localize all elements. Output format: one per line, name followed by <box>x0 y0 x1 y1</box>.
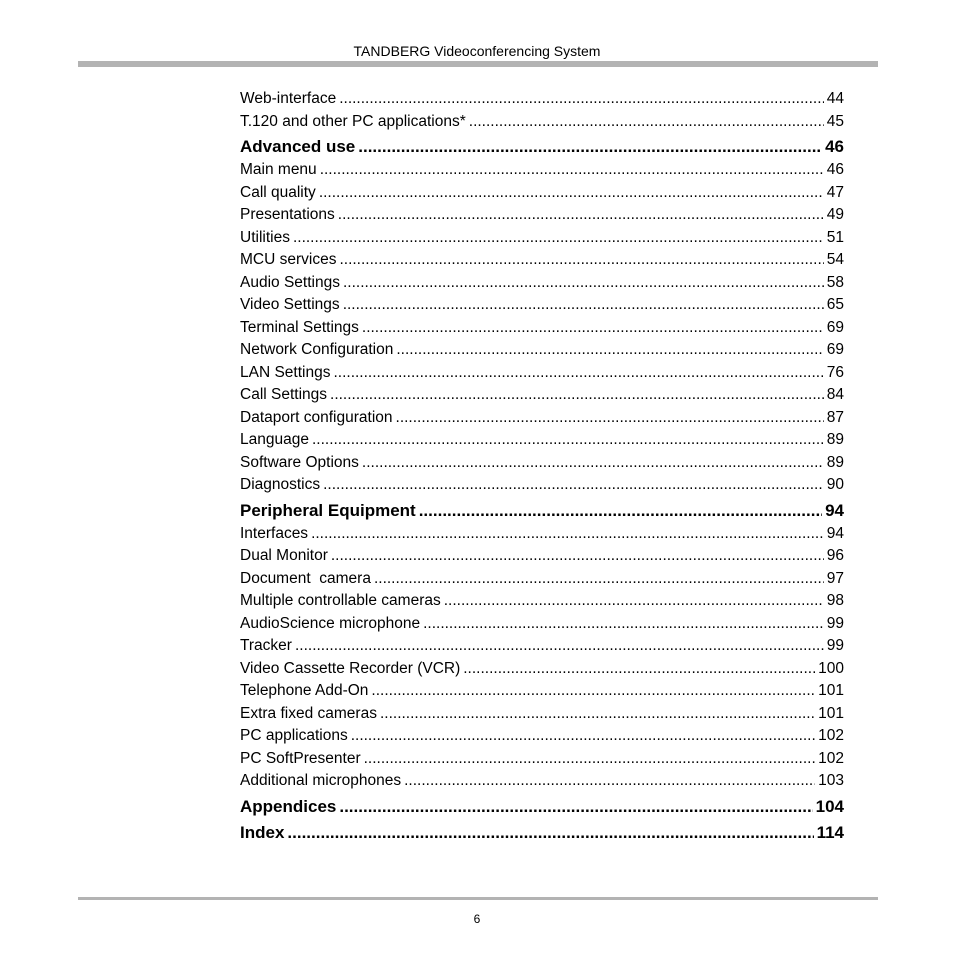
toc-entry-label: Diagnostics <box>240 476 321 493</box>
toc-entry-page: 103 <box>818 772 844 789</box>
toc-entry <box>240 748 844 771</box>
dot-leader <box>339 249 823 272</box>
dot-leader <box>293 227 824 250</box>
toc-entry-page: 89 <box>826 431 844 448</box>
toc-entry <box>240 635 844 658</box>
toc-entry-page: 99 <box>826 637 844 654</box>
toc-entry-label: T.120 and other PC applications* <box>240 112 466 130</box>
dot-leader <box>358 134 822 159</box>
toc-section-entry <box>240 794 844 819</box>
dot-leader <box>330 384 824 407</box>
footer-divider <box>78 897 878 900</box>
toc-entry <box>240 452 844 475</box>
toc-entry-label: PC SoftPresenter <box>240 749 361 767</box>
toc-entry-page: 45 <box>826 112 844 130</box>
toc-entry-page: 100 <box>818 659 844 677</box>
toc-section-entry <box>240 498 844 523</box>
toc-entry-page: 87 <box>826 408 844 426</box>
toc-entry-label: Network Configuration <box>240 341 394 358</box>
toc-entry-page: 69 <box>826 318 844 336</box>
dot-leader <box>320 159 824 182</box>
toc-entry <box>240 294 844 317</box>
toc-entry <box>240 227 844 250</box>
toc-entry <box>240 249 844 272</box>
toc-entry-label: Appendices <box>240 796 337 816</box>
toc-entry-label: Multiple controllable cameras <box>240 592 441 609</box>
toc-entry-label: Advanced use <box>240 137 356 156</box>
running-header: TANDBERG Videoconferencing System <box>353 43 601 59</box>
toc-entry-page: 90 <box>826 476 844 493</box>
toc-entry-label: PC applications <box>240 727 348 744</box>
toc-entry-page: 99 <box>826 614 844 632</box>
dot-leader <box>343 294 824 317</box>
table-of-contents <box>240 88 844 845</box>
toc-entry-label: Web-interface <box>240 90 337 107</box>
toc-entry-page: 101 <box>818 704 844 722</box>
toc-entry-page: 98 <box>826 592 844 609</box>
dot-leader <box>362 317 824 340</box>
dot-leader <box>339 794 812 819</box>
toc-entry-label: Tracker <box>240 637 292 654</box>
dot-leader <box>319 182 824 205</box>
toc-entry-page: 84 <box>826 386 844 403</box>
toc-entry <box>240 770 844 793</box>
toc-entry <box>240 384 844 407</box>
toc-entry-page: 94 <box>825 500 844 520</box>
toc-entry-page: 58 <box>826 273 844 291</box>
dot-leader <box>311 523 824 546</box>
toc-entry-label: Peripheral Equipment <box>240 500 416 520</box>
toc-entry <box>240 725 844 748</box>
toc-entry-page: 104 <box>815 796 844 816</box>
toc-entry-label: Audio Settings <box>240 273 340 291</box>
dot-leader <box>364 748 816 771</box>
toc-entry-page: 46 <box>826 161 844 178</box>
toc-entry-label: Utilities <box>240 228 290 246</box>
toc-entry-page: 102 <box>818 749 844 767</box>
toc-entry-label: Dual Monitor <box>240 547 328 564</box>
toc-entry-label: AudioScience microphone <box>240 614 421 632</box>
toc-entry-label: LAN Settings <box>240 363 331 381</box>
dot-leader <box>396 339 823 362</box>
dot-leader <box>362 452 824 475</box>
toc-entry <box>240 568 844 591</box>
toc-entry-label: Document camera <box>240 569 371 587</box>
toc-entry <box>240 88 844 111</box>
dot-leader <box>444 590 824 613</box>
toc-entry-page: 54 <box>826 251 844 268</box>
dot-leader <box>469 111 824 134</box>
dot-leader <box>338 204 824 227</box>
dot-leader <box>331 545 824 568</box>
toc-entry-label: Extra fixed cameras <box>240 704 377 722</box>
toc-entry-page: 65 <box>826 296 844 313</box>
toc-section-entry <box>240 134 844 159</box>
toc-entry-label: Call quality <box>240 183 316 201</box>
dot-leader <box>380 703 815 726</box>
dot-leader <box>343 272 824 295</box>
toc-entry <box>240 613 844 636</box>
toc-entry <box>240 111 844 134</box>
dot-leader <box>404 770 815 793</box>
toc-entry <box>240 182 844 205</box>
toc-entry-label: Language <box>240 431 309 448</box>
toc-entry-page: 49 <box>826 206 844 223</box>
toc-entry <box>240 523 844 546</box>
toc-entry-page: 102 <box>818 727 844 744</box>
dot-leader <box>287 820 813 845</box>
dot-leader <box>423 613 824 636</box>
toc-entry <box>240 339 844 362</box>
header-divider <box>78 61 878 67</box>
dot-leader <box>374 568 824 591</box>
toc-entry <box>240 317 844 340</box>
toc-entry-label: Interfaces <box>240 524 309 542</box>
dot-leader <box>419 498 822 523</box>
toc-entry-label: Additional microphones <box>240 772 402 789</box>
dot-leader <box>463 658 815 681</box>
toc-entry <box>240 680 844 703</box>
toc-entry-label: Dataport configuration <box>240 408 393 426</box>
toc-entry-label: Video Cassette Recorder (VCR) <box>240 659 461 677</box>
toc-entry <box>240 204 844 227</box>
toc-entry-page: 89 <box>826 453 844 471</box>
toc-entry-label: MCU services <box>240 251 337 268</box>
toc-entry-page: 76 <box>826 363 844 381</box>
toc-entry-label: Call Settings <box>240 386 328 403</box>
toc-entry-label: Presentations <box>240 206 335 223</box>
toc-entry-label: Video Settings <box>240 296 340 313</box>
toc-section-entry <box>240 820 844 845</box>
toc-entry <box>240 590 844 613</box>
toc-entry-page: 47 <box>826 183 844 201</box>
toc-entry <box>240 474 844 497</box>
toc-entry <box>240 545 844 568</box>
toc-entry-page: 69 <box>826 341 844 358</box>
toc-entry-label: Index <box>240 822 285 842</box>
toc-entry-page: 44 <box>826 90 844 107</box>
toc-entry-page: 101 <box>818 682 844 699</box>
toc-entry <box>240 159 844 182</box>
dot-leader <box>323 474 824 497</box>
toc-entry-page: 97 <box>826 569 844 587</box>
toc-entry-page: 96 <box>826 547 844 564</box>
dot-leader <box>295 635 824 658</box>
toc-entry <box>240 703 844 726</box>
dot-leader <box>371 680 815 703</box>
toc-entry-label: Telephone Add-On <box>240 682 369 699</box>
dot-leader <box>396 407 824 430</box>
toc-entry-page: 46 <box>825 137 844 156</box>
dot-leader <box>351 725 815 748</box>
toc-entry <box>240 362 844 385</box>
toc-entry-label: Software Options <box>240 453 359 471</box>
toc-entry <box>240 429 844 452</box>
toc-entry <box>240 407 844 430</box>
toc-entry-page: 94 <box>826 524 844 542</box>
dot-leader <box>312 429 824 452</box>
toc-entry-label: Terminal Settings <box>240 318 359 336</box>
dot-leader <box>339 88 824 111</box>
page-number: 6 <box>473 912 481 926</box>
toc-entry-page: 114 <box>816 822 844 842</box>
dot-leader <box>333 362 823 385</box>
toc-entry <box>240 658 844 681</box>
toc-entry <box>240 272 844 295</box>
toc-entry-label: Main menu <box>240 161 317 178</box>
toc-entry-page: 51 <box>826 228 844 246</box>
